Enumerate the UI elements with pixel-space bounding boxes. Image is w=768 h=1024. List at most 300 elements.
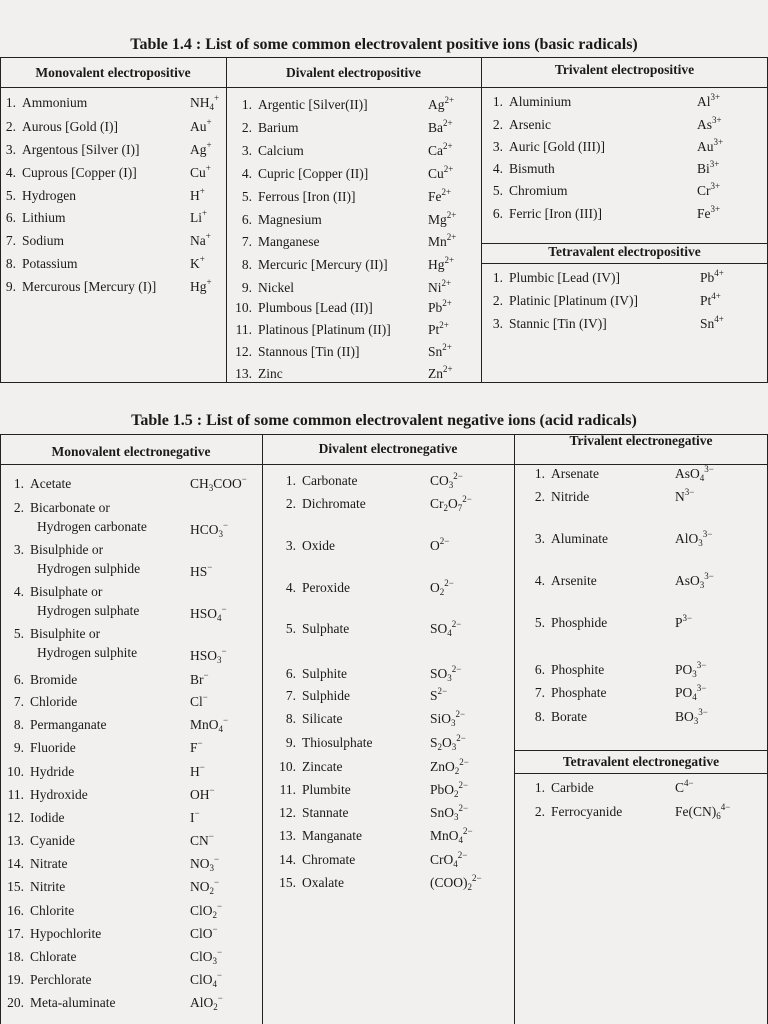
ion-name: Sodium <box>22 233 65 248</box>
ion-name: Barium <box>258 120 299 135</box>
ion-formula: MnO$_4$− <box>190 715 229 734</box>
ion-formula: CrO$_4^{2-}$ <box>430 850 468 869</box>
item-number: 3. <box>241 143 252 158</box>
item-number: 6. <box>5 210 16 225</box>
item-number: 2. <box>534 489 545 504</box>
table-1-5-monovalent-row-12 <box>0 808 200 826</box>
ion-formula: $Zn^{2+}$ <box>428 364 453 381</box>
item-number: 10. <box>7 764 24 779</box>
table-1-5-divalent-row-11 <box>272 780 469 799</box>
table-1-5-monovalent-row-19 <box>0 970 223 989</box>
item-number: 6. <box>241 212 252 227</box>
ion-formula: $Pt^{2+}$ <box>428 320 449 337</box>
ion-name: Chromium <box>509 183 568 198</box>
item-number: 2. <box>534 804 545 819</box>
table-1-5-divalent-row-1 <box>272 471 463 490</box>
item-number: 20. <box>7 995 24 1010</box>
item-number: 7. <box>285 688 296 703</box>
ion-name: Ferrocyanide <box>551 804 623 819</box>
table-1-4-header-tetravalent: Tetravalent electropositive <box>548 244 701 259</box>
item-number: 9. <box>13 740 24 755</box>
ion-formula: AsO$_4^{3-}$ <box>675 464 714 483</box>
ion-name: Manganese <box>258 234 320 249</box>
item-number: 2. <box>5 119 16 134</box>
ion-formula: Hg+ <box>190 277 212 294</box>
ion-formula: $C^{4-}$ <box>675 778 694 795</box>
ion-name: Plumbic [Lead (IV)] <box>509 270 620 285</box>
table-1-4-monovalent-row-2 <box>0 117 212 135</box>
ion-name: Arsenite <box>551 573 597 588</box>
ion-formula: $HCO_3^-$ <box>190 520 229 539</box>
ion-name: Platinic [Platinum (IV)] <box>509 293 638 308</box>
table-1-5-tetravalent-row-1 <box>525 778 694 796</box>
table-1-4-title: Table 1.4 : List of some common electrovalent positive ions (basic radicals) <box>130 36 638 53</box>
table-1-5-divalent-row-9 <box>272 733 466 752</box>
table-1-5-divalent-row-13 <box>272 826 473 845</box>
ion-name: Dichromate <box>302 496 366 511</box>
ion-formula: AlO$_2$− <box>190 993 223 1012</box>
item-number: 8. <box>285 711 296 726</box>
table-1-5-monovalent-row-11 <box>0 785 215 803</box>
table-1-4-divalent-row-12 <box>230 342 452 360</box>
table-1-4-trivalent-row-2 <box>487 115 722 133</box>
ion-name: Sulphide <box>302 688 351 703</box>
table-1-4-divalent-row-7 <box>230 232 457 250</box>
item-number: 8. <box>534 709 545 724</box>
ion-name: Phosphate <box>551 685 607 700</box>
item-number: 5. <box>241 189 252 204</box>
ion-name: Nitride <box>551 489 590 504</box>
table-1-4-monovalent-row-6 <box>0 208 208 226</box>
ion-formula: PbO$_2^{2-}$ <box>430 780 469 799</box>
table-1-5-monovalent-row-6 <box>0 670 209 688</box>
ion-formula: $S^{2-}$ <box>430 686 448 703</box>
ion-formula: $Mg^{2+}$ <box>428 210 457 227</box>
ion-formula: Ag+ <box>190 140 212 157</box>
table-1-5-divalent-row-12 <box>272 803 469 822</box>
ion-formula: K+ <box>190 254 205 271</box>
item-number: 5. <box>5 188 16 203</box>
ion-name: Phosphite <box>551 662 605 677</box>
ion-name: Perchlorate <box>30 972 92 987</box>
ion-formula: $Fe^{2+}$ <box>428 187 452 204</box>
ion-formula: $Bi^{3+}$ <box>697 159 720 176</box>
table-1-4-header-divalent: Divalent electropositive <box>285 65 422 80</box>
ion-name: Bismuth <box>509 161 555 176</box>
ion-name-continued: Hydrogen carbonate <box>37 519 147 534</box>
item-number: 2. <box>492 117 503 132</box>
table-1-5-monovalent-row-13 <box>0 831 214 849</box>
item-number: 7. <box>534 685 545 700</box>
ion-name: Oxalate <box>302 875 344 890</box>
ion-name: Bromide <box>30 672 78 687</box>
ion-formula: $NH_4^+$ <box>190 93 220 112</box>
item-number: 11. <box>235 322 252 337</box>
ion-formula: $Pb^{2+}$ <box>428 298 452 315</box>
item-number: 4. <box>241 166 252 181</box>
table-1-4-col-divider-1 <box>226 57 227 383</box>
ion-name: Phosphide <box>551 615 608 630</box>
ion-formula: ClO$_2$− <box>190 901 223 920</box>
table-1-5-monovalent-row-10 <box>0 762 205 780</box>
ion-name: Nitrite <box>30 879 66 894</box>
table-1-5-trivalent-row-5 <box>525 613 693 631</box>
item-number: 9. <box>241 280 252 295</box>
item-number: 1. <box>492 94 503 109</box>
ion-formula: $Cu^{2+}$ <box>428 164 454 181</box>
table-1-4-divalent-row-9 <box>230 278 452 296</box>
ion-formula: $HSO_4^-$ <box>190 604 227 623</box>
item-number: 6. <box>13 672 24 687</box>
table-1-5-trivalent-row-3 <box>525 529 713 548</box>
table-1-4-monovalent-row-9 <box>0 277 212 295</box>
item-number: 4. <box>285 580 296 595</box>
ion-formula: $Fe^{3+}$ <box>697 204 721 221</box>
table-1-4-monovalent-row-5 <box>0 186 205 204</box>
item-number: 5. <box>492 183 503 198</box>
table-1-5-monovalent-row-16 <box>0 901 223 920</box>
table-1-5-monovalent-row-7 <box>0 692 208 710</box>
ion-name: Borate <box>551 709 587 724</box>
item-number: 2. <box>241 120 252 135</box>
table-1-4-divalent-row-8 <box>230 255 455 273</box>
table-1-5-tetravalent-row-2 <box>525 802 731 821</box>
item-number: 5. <box>285 621 296 636</box>
ion-formula: $Al^{3+}$ <box>697 92 721 109</box>
table-1-4-monovalent-row-8 <box>0 254 205 272</box>
table-1-4-trivalent-row-1 <box>487 92 721 110</box>
item-number: 19. <box>7 972 24 987</box>
ion-formula: $Pb^{4+}$ <box>700 268 724 285</box>
item-number: 12. <box>279 805 296 820</box>
ion-formula: SiO$_3^{2-}$ <box>430 709 466 728</box>
table-1-5-trivalent-row-7 <box>525 683 707 702</box>
ion-name: Iodide <box>30 810 65 825</box>
ion-name: Hydride <box>30 764 75 779</box>
table-1-5-monovalent-row-20 <box>0 993 223 1012</box>
ion-formula: CN− <box>190 831 214 848</box>
table-1-4-trivalent-row-5 <box>487 181 721 199</box>
table-1-4-divalent-row-1 <box>230 95 455 113</box>
ion-name: Permanganate <box>30 717 107 732</box>
ion-name: Argentous [Silver (I)] <box>22 142 140 157</box>
ion-name: Sulphite <box>302 666 348 681</box>
table-1-5-header-monovalent: Monovalent electronegative <box>51 444 211 459</box>
table-1-5-divalent-row-7 <box>272 686 448 704</box>
ion-name-continued: Hydrogen sulphate <box>37 603 140 618</box>
table-1-4-divalent-row-5 <box>230 187 452 205</box>
ion-formula: $Ca^{2+}$ <box>428 141 453 158</box>
table-1-5-divalent-row-10 <box>272 757 469 776</box>
ion-formula: $Ag^{2+}$ <box>428 95 455 112</box>
ion-formula: $N^{3-}$ <box>675 487 695 504</box>
item-number: 16. <box>7 903 24 918</box>
item-number: 2. <box>13 500 24 515</box>
table-1-5-header-divider <box>0 464 768 465</box>
table-1-4-header-monovalent: Monovalent electropositive <box>35 65 191 80</box>
item-number: 6. <box>492 206 503 221</box>
table-1-5-divalent-row-6 <box>272 664 462 683</box>
ion-name: Cupric [Copper (II)] <box>258 166 369 181</box>
item-number: 11. <box>279 782 296 797</box>
ion-formula: $O^{2-}$ <box>430 536 450 553</box>
ion-name: Plumbite <box>302 782 351 797</box>
ion-name: Nitrate <box>30 856 68 871</box>
ion-name: Argentic [Silver(II)] <box>258 97 368 112</box>
ion-name: Ferrous [Iron (II)] <box>258 189 356 204</box>
table-1-4-tetravalent-row-1 <box>487 268 724 286</box>
ion-formula: $P^{3-}$ <box>675 613 693 630</box>
ion-formula: ZnO$_2^{2-}$ <box>430 757 469 776</box>
ion-name: Ammonium <box>22 95 88 110</box>
item-number: 7. <box>13 694 24 709</box>
ion-name: Aluminate <box>551 531 608 546</box>
item-number: 15. <box>279 875 296 890</box>
table-1-4-tetravalent-row-2 <box>487 291 721 309</box>
table-1-4-monovalent-row-7 <box>0 231 211 249</box>
ion-name: Bicarbonate or <box>30 500 110 515</box>
table-1-4-divalent-row-3 <box>230 141 453 159</box>
table-1-4-header-divider <box>0 87 768 88</box>
ion-name: Stannate <box>302 805 349 820</box>
ion-formula: Na+ <box>190 231 211 248</box>
table-1-4-divalent-row-6 <box>230 210 457 228</box>
item-number: 3. <box>492 316 503 331</box>
item-number: 1. <box>5 95 16 110</box>
ion-formula: Au+ <box>190 117 212 134</box>
ion-name: Plumbous [Lead (II)] <box>258 300 373 315</box>
ion-name: Aluminium <box>509 94 572 109</box>
item-number: 12. <box>7 810 24 825</box>
ion-name: Hypochlorite <box>30 926 102 941</box>
item-number: 1. <box>241 97 252 112</box>
ion-formula: AlO$_3^{3-}$ <box>675 529 713 548</box>
ion-name: Meta-aluminate <box>30 995 116 1010</box>
ion-formula: AsO$_3^{3-}$ <box>675 571 714 590</box>
table-1-5-monovalent-row-15 <box>0 877 220 896</box>
ion-formula: Cl− <box>190 692 208 709</box>
ion-name: Lithium <box>22 210 66 225</box>
table-1-5-divalent-row-3 <box>272 536 450 554</box>
item-number: 12. <box>235 344 252 359</box>
ion-formula: $Sn^{2+}$ <box>428 342 452 359</box>
ion-formula: $Cr_2O_7^{2-}$ <box>430 494 472 513</box>
table-1-5-monovalent-row-14 <box>0 854 220 873</box>
ion-formula: $Pt^{4+}$ <box>700 291 721 308</box>
item-number: 9. <box>285 735 296 750</box>
ion-name: Chlorite <box>30 903 75 918</box>
ion-name: Thiosulphate <box>302 735 373 750</box>
item-number: 13. <box>235 366 252 381</box>
ion-name: Hydrogen <box>22 188 76 203</box>
ion-name: Zinc <box>258 366 283 381</box>
table-1-5-monovalent-row-9 <box>0 738 203 756</box>
ion-name: Magnesium <box>258 212 322 227</box>
item-number: 1. <box>285 473 296 488</box>
table-1-4-divalent-row-13 <box>230 364 453 382</box>
ion-formula: F− <box>190 738 203 755</box>
item-number: 13. <box>279 828 296 843</box>
ion-formula: $CH_3COO^-$ <box>190 474 247 493</box>
item-number: 14. <box>7 856 24 871</box>
item-number: 8. <box>13 717 24 732</box>
ion-formula: $Hg^{2+}$ <box>428 255 455 272</box>
item-number: 13. <box>7 833 24 848</box>
ion-name: Bisulphide or <box>30 542 104 557</box>
ion-name: Acetate <box>30 476 72 491</box>
ion-formula: $PO_4^{3-}$ <box>675 683 707 702</box>
ion-name: Chromate <box>302 852 356 867</box>
table-1-4-monovalent-row-4 <box>0 163 211 181</box>
item-number: 8. <box>5 256 16 271</box>
ion-formula: H+ <box>190 186 205 203</box>
ion-formula: $S_2O_3^{2-}$ <box>430 733 466 752</box>
ion-formula: $Ba^{2+}$ <box>428 118 453 135</box>
ion-name: Platinous [Platinum (II)] <box>258 322 391 337</box>
item-number: 2. <box>285 496 296 511</box>
ion-name: Mercurous [Mercury (I)] <box>22 279 157 294</box>
table-1-4-header-trivalent: Trivalent electropositive <box>554 62 695 77</box>
table-1-4-col-divider-2 <box>481 57 482 383</box>
item-number: 7. <box>241 234 252 249</box>
ion-formula: H− <box>190 762 205 779</box>
ion-formula: $HSO_3^-$ <box>190 646 227 665</box>
table-1-5-header-divalent: Divalent electronegative <box>318 441 458 456</box>
ion-name: Cyanide <box>30 833 75 848</box>
table-1-5-monovalent-row-5 <box>0 626 227 665</box>
item-number: 6. <box>534 662 545 677</box>
table-1-5-trivalent-row-1 <box>525 464 714 483</box>
item-number: 2. <box>492 293 503 308</box>
item-number: 9. <box>5 279 16 294</box>
table-1-4-divalent-row-10 <box>230 298 452 316</box>
ion-name: Chlorate <box>30 949 77 964</box>
table-1-5-monovalent-row-4 <box>0 584 227 623</box>
table-1-4-monovalent-row-3 <box>0 140 212 158</box>
ion-name: Arsenic <box>509 117 551 132</box>
table-1-5-monovalent-row-18 <box>0 947 223 966</box>
item-number: 7. <box>5 233 16 248</box>
table-1-5-title: Table 1.5 : List of some common electrovalent negative ions (acid radicals) <box>131 412 637 429</box>
item-number: 15. <box>7 879 24 894</box>
ion-name: Arsenate <box>551 466 599 481</box>
ion-formula: $BO_3^{3-}$ <box>675 707 708 726</box>
item-number: 1. <box>534 466 545 481</box>
ion-formula: ClO$_3$− <box>190 947 223 966</box>
ion-name: Nickel <box>258 280 294 295</box>
table-1-5-divalent-row-4 <box>272 578 454 597</box>
table-1-4-divalent-row-2 <box>230 118 453 136</box>
ion-formula: $Au^{3+}$ <box>697 137 724 154</box>
item-number: 3. <box>534 531 545 546</box>
ion-name: Bisulphate or <box>30 584 103 599</box>
ion-formula: $Ni^{2+}$ <box>428 278 452 295</box>
table-1-5-trivalent-row-8 <box>525 707 708 726</box>
table-1-4-trivalent-row-4 <box>487 159 720 177</box>
table-1-4-monovalent-row-1 <box>0 93 220 112</box>
item-number: 1. <box>534 780 545 795</box>
table-1-5-col-divider-1 <box>262 434 263 1024</box>
ion-name: Stannic [Tin (IV)] <box>509 316 607 331</box>
table-1-4-divalent-row-11 <box>230 320 449 338</box>
ion-formula: $NO_3^-$ <box>190 854 220 873</box>
ion-name: Fluoride <box>30 740 76 755</box>
item-number: 18. <box>7 949 24 964</box>
table-1-5-trivalent-row-2 <box>525 487 695 505</box>
table-1-5-trivalent-row-4 <box>525 571 714 590</box>
ion-name-continued: Hydrogen sulphite <box>37 645 138 660</box>
item-number: 10. <box>235 300 252 315</box>
table-1-5-divalent-row-2 <box>272 494 472 513</box>
ion-name: Silicate <box>302 711 343 726</box>
ion-formula: ClO$_4$− <box>190 970 223 989</box>
table-1-5-divalent-row-15 <box>272 873 482 892</box>
ion-formula: $NO_2^-$ <box>190 877 220 896</box>
item-number: 1. <box>492 270 503 285</box>
item-number: 11. <box>7 787 24 802</box>
item-number: 6. <box>285 666 296 681</box>
ion-formula: OH− <box>190 785 215 802</box>
ion-name: Mercuric [Mercury (II)] <box>258 257 388 272</box>
item-number: 10. <box>279 759 296 774</box>
ion-formula: $(COO)_2^{2-}$ <box>430 873 482 892</box>
item-number: 5. <box>534 615 545 630</box>
ion-name: Zincate <box>302 759 343 774</box>
ion-formula: $SO_4^{2-}$ <box>430 619 462 638</box>
ion-name: Sulphate <box>302 621 350 636</box>
table-1-5-divalent-row-5 <box>272 619 462 638</box>
ion-name: Calcium <box>258 143 304 158</box>
item-number: 3. <box>285 538 296 553</box>
item-number: 8. <box>241 257 252 272</box>
ion-formula: $Cr^{3+}$ <box>697 181 721 198</box>
ion-name: Aurous [Gold (I)] <box>22 119 118 134</box>
table-1-5-tetra-divider <box>514 750 768 751</box>
item-number: 4. <box>492 161 503 176</box>
table-1-5-monovalent-row-1 <box>0 474 247 493</box>
table-1-5-trivalent-row-6 <box>525 660 707 679</box>
table-1-4-tetravalent-row-3 <box>487 314 724 332</box>
table-1-5-divalent-row-8 <box>272 709 466 728</box>
ion-formula: I− <box>190 808 200 825</box>
item-number: 4. <box>534 573 545 588</box>
item-number: 14. <box>279 852 296 867</box>
ion-formula: MnO$_4^{2-}$ <box>430 826 473 845</box>
ion-formula: $PO_3^{3-}$ <box>675 660 707 679</box>
ion-name: Cuprous [Copper (I)] <box>22 165 137 180</box>
ion-name: Potassium <box>22 256 78 271</box>
ion-name: Hydroxide <box>30 787 88 802</box>
table-1-5-divalent-row-14 <box>272 850 468 869</box>
ion-name: Stannous [Tin (II)] <box>258 344 360 359</box>
table-1-5-monovalent-row-2 <box>0 500 229 539</box>
ion-formula: SnO$_3^{2-}$ <box>430 803 469 822</box>
ion-name: Peroxide <box>302 580 350 595</box>
item-number: 3. <box>5 142 16 157</box>
ion-formula: $SO_3^{2-}$ <box>430 664 462 683</box>
table-1-5-header-tetravalent: Tetravalent electronegative <box>562 754 720 769</box>
table-1-5-monovalent-row-8 <box>0 715 229 734</box>
item-number: 17. <box>7 926 24 941</box>
ion-formula: Li+ <box>190 208 208 225</box>
ion-name: Carbonate <box>302 473 358 488</box>
ion-formula: $As^{3+}$ <box>697 115 722 132</box>
table-1-4-trivalent-row-6 <box>487 204 721 222</box>
table-1-5-tetra-header-divider <box>514 773 768 774</box>
ion-name-continued: Hydrogen sulphide <box>37 561 141 576</box>
ion-formula: $Fe(CN)_6^{4-}$ <box>675 802 731 821</box>
ion-formula: HS− <box>190 562 213 579</box>
